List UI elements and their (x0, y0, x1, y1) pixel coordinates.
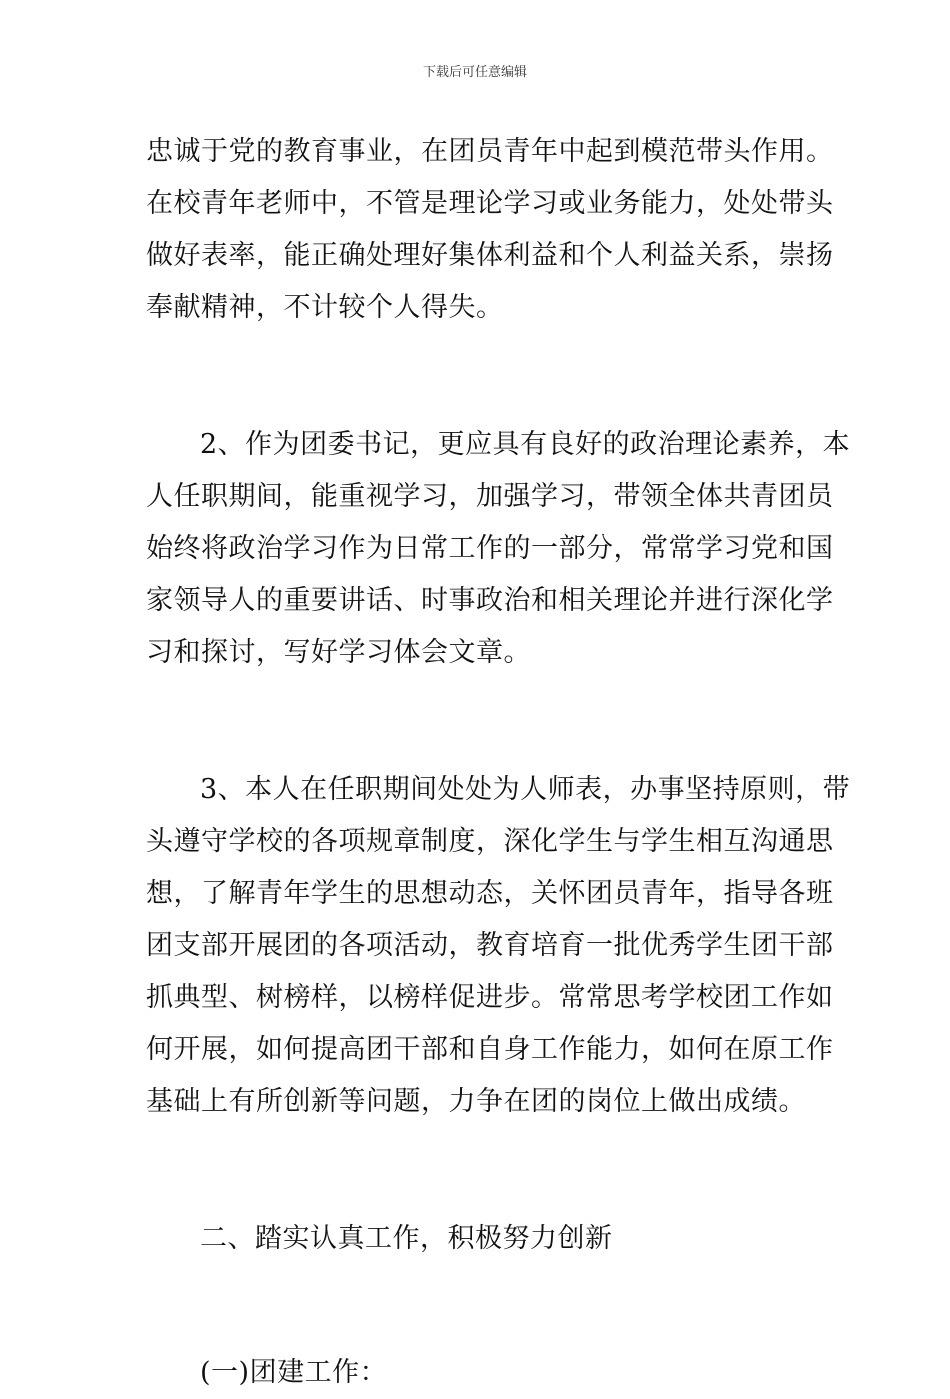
paragraph-line: 想，了解青年学生的思想动态，关怀团员青年，指导各班 (146, 878, 834, 909)
paragraph-1 (146, 126, 834, 334)
paragraph-line: 何开展，如何提高团干部和自身工作能力，如何在原工作 (146, 1034, 834, 1065)
paragraph-line: 团支部开展团的各项活动，教育培育一批优秀学生团干部 (146, 930, 834, 961)
paragraph-line: 做好表率，能正确处理好集体利益和个人利益关系，崇扬 (146, 240, 834, 271)
subsection-heading-text: (一)团建工作： (200, 1357, 388, 1388)
document-body (146, 126, 851, 1399)
paragraph-line: 2、作为团委书记，更应具有良好的政治理论素养，本 (200, 429, 851, 460)
paragraph-line: 习和探讨，写好学习体会文章。 (146, 637, 531, 668)
subsection-heading (146, 1347, 808, 1399)
paragraph-3 (146, 764, 851, 1128)
paragraph-line: 基础上有所创新等问题，力争在团的岗位上做出成绩。 (146, 1086, 806, 1117)
paragraph-2 (146, 419, 851, 679)
paragraph-line: 忠诚于党的教育事业，在团员青年中起到模范带头作用。 (146, 136, 834, 167)
paragraph-line: 家领导人的重要讲话、时事政治和相关理论并进行深化学 (146, 585, 834, 616)
paragraph-line: 抓典型、树榜样，以榜样促进步。常常思考学校团工作如 (146, 982, 834, 1013)
paragraph-line: 在校青年老师中，不管是理论学习或业务能力，处处带头 (146, 188, 834, 219)
paragraph-line: 人任职期间，能重视学习，加强学习，带领全体共青团员 (146, 481, 834, 512)
section-heading (146, 1213, 808, 1265)
paragraph-line: 始终将政治学习作为日常工作的一部分，常常学习党和国 (146, 533, 834, 564)
paragraph-line: 3、本人在任职期间处处为人师表，办事坚持原则，带 (200, 774, 851, 805)
paragraph-line: 头遵守学校的各项规章制度，深化学生与学生相互沟通思 (146, 826, 834, 857)
paragraph-line: 奉献精神，不计较个人得失。 (146, 292, 504, 323)
page-header: 下载后可任意编辑 (422, 65, 527, 80)
section-heading-text: 二、踏实认真工作，积极努力创新 (200, 1223, 613, 1254)
